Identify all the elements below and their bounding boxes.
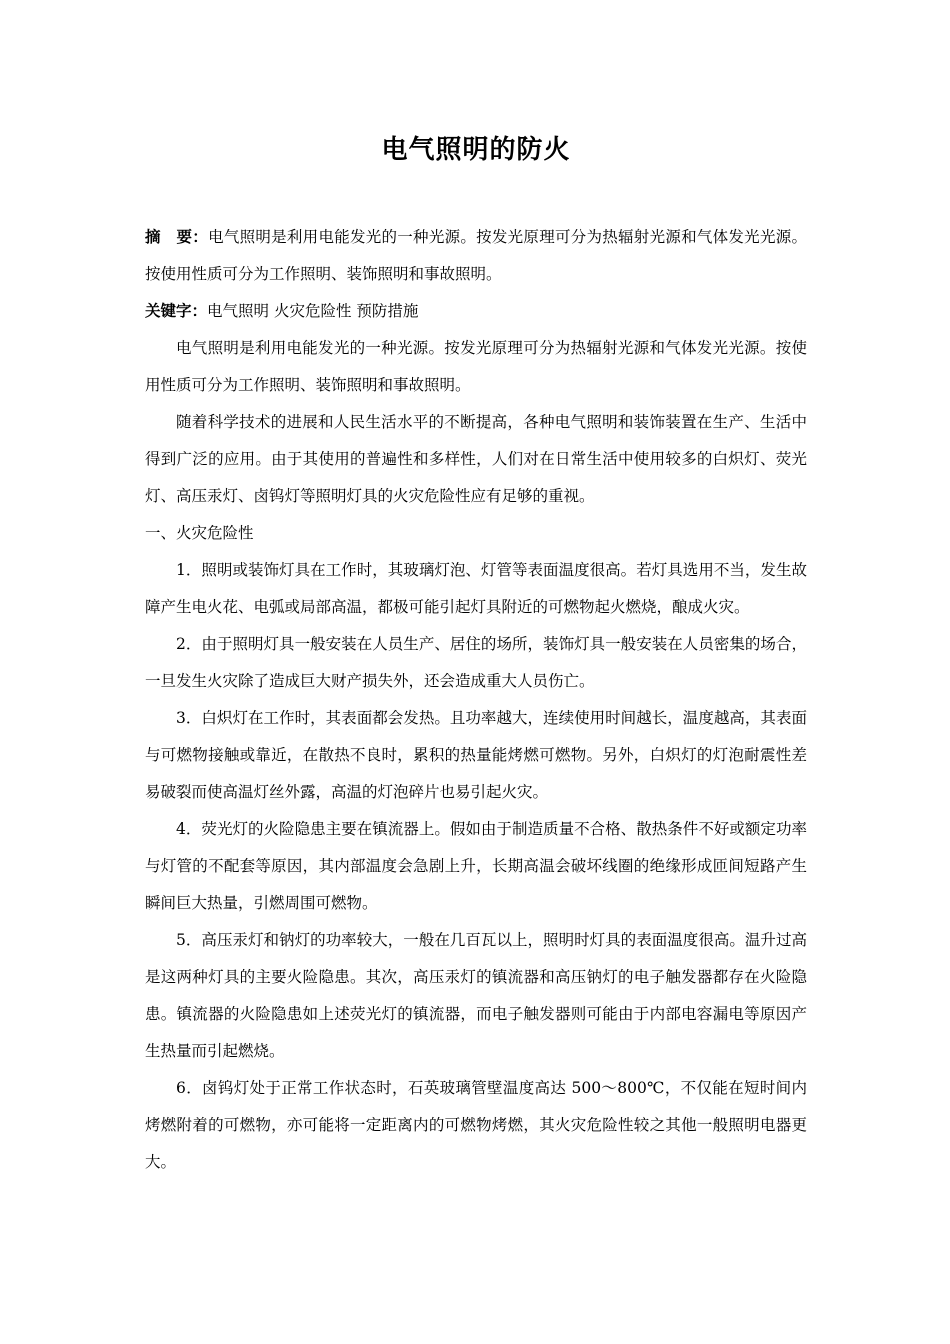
list-item: 6．卤钨灯处于正常工作状态时，石英玻璃管壁温度高达 500～800℃，不仅能在短时间内烤燃附着的可燃物，亦可能将一定距离内的可燃物烤燃，其火灾危险性较之其他一般照明电器更大。 xyxy=(145,1079,807,1171)
document-body xyxy=(145,219,807,1181)
keywords-label: 关键字： xyxy=(145,302,208,320)
list-item: 2．由于照明灯具一般安装在人员生产、居住的场所，装饰灯具一般安装在人员密集的场合，一旦发生火灾除了造成巨大财产损失外，还会造成重大人员伤亡。 xyxy=(145,635,807,690)
intro-paragraph: 电气照明是利用电能发光的一种光源。按发光原理可分为热辐射光源和气体发光光源。按使用性质可分为工作照明、装饰照明和事故照明。 xyxy=(145,339,807,394)
list-item: 4．荧光灯的火险隐患主要在镇流器上。假如由于制造质量不合格、散热条件不好或额定功率与灯管的不配套等原因，其内部温度会急剧上升，长期高温会破坏线圈的绝缘形成匝间短路产生瞬间巨大热量，引燃周围可燃物。 xyxy=(145,820,807,912)
section-heading: 一、火灾危险性 xyxy=(145,524,254,542)
abstract-label: 摘 要： xyxy=(145,228,209,246)
list-item: 1．照明或装饰灯具在工作时，其玻璃灯泡、灯管等表面温度很高。若灯具选用不当，发生故障产生电火花、电弧或局部高温，都极可能引起灯具附近的可燃物起火燃烧，酿成火灾。 xyxy=(145,561,807,616)
abstract-paragraph xyxy=(145,219,807,293)
list-item: 5．高压汞灯和钠灯的功率较大，一般在几百瓦以上，照明时灯具的表面温度很高。温升过高是这两种灯具的主要火险隐患。其次，高压汞灯的镇流器和高压钠灯的电子触发器都存在火险隐患。镇流器的火险隐患如上述荧光灯的镇流器，而电子触发器则可能由于内部电容漏电等原因产生热量而引起燃烧。 xyxy=(145,931,807,1060)
abstract-text: 电气照明是利用电能发光的一种光源。按发光原理可分为热辐射光源和气体发光光源。按使用性质可分为工作照明、装饰照明和事故照明。 xyxy=(145,228,807,283)
keywords-text: 电气照明 火灾危险性 预防措施 xyxy=(207,302,419,320)
list-item: 3．白炽灯在工作时，其表面都会发热。且功率越大，连续使用时间越长，温度越高，其表面与可燃物接触或靠近，在散热不良时，累积的热量能烤燃可燃物。另外，白炽灯的灯泡耐震性差易破裂而使高温灯丝外露，高温的灯泡碎片也易引起火灾。 xyxy=(145,709,807,801)
keywords-paragraph xyxy=(145,293,807,330)
document-title: 电气照明的防火 xyxy=(381,135,571,165)
background-paragraph: 随着科学技术的进展和人民生活水平的不断提高，各种电气照明和装饰装置在生产、生活中得到广泛的应用。由于其使用的普遍性和多样性，人们对在日常生活中使用较多的白炽灯、荧光灯、高压汞灯、卤钨灯等照明灯具的火灾危险性应有足够的重视。 xyxy=(145,413,807,505)
